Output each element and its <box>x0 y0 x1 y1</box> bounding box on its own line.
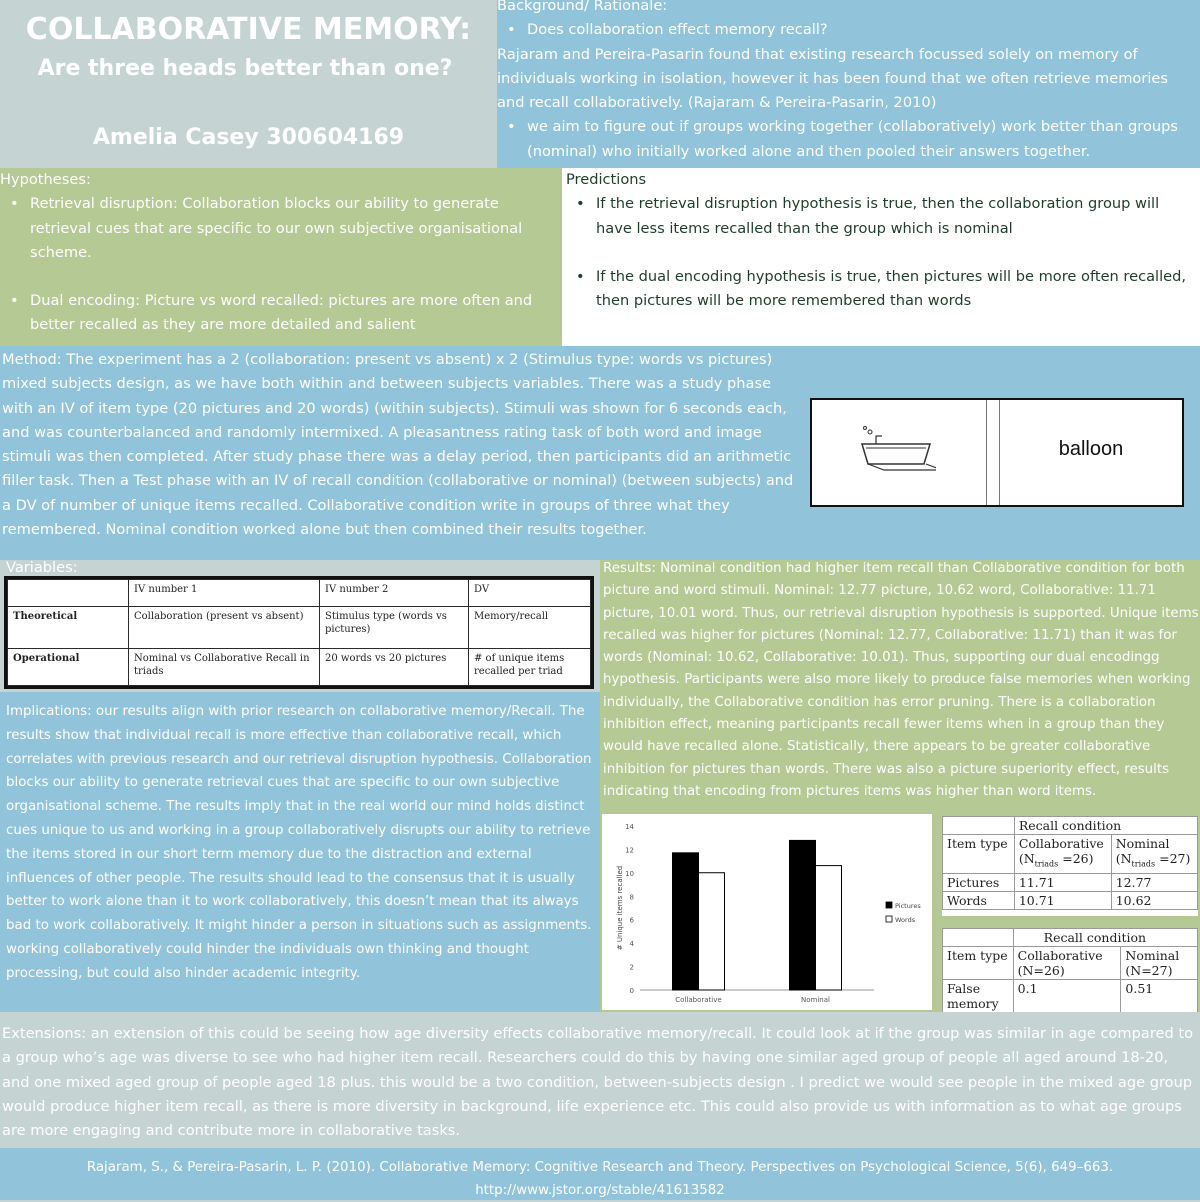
x-tick-label: Nominal <box>801 996 830 1004</box>
false-row-label: False memory <box>943 980 1014 1013</box>
false-table-frame <box>942 928 1198 1011</box>
variables-cell: Memory/recall <box>469 607 591 649</box>
stimulus-example <box>810 398 1184 507</box>
col-n-sub: triads <box>1131 859 1156 869</box>
background-bullet-2: • we aim to figure out if groups working together (collaboratively) work better than groups (nominal) who initially worked alone and then pooled their answers together. <box>497 115 1196 164</box>
extensions-panel <box>0 1012 1200 1148</box>
variables-heading: Variables: <box>6 559 78 576</box>
y-tick-label: 0 <box>629 987 634 995</box>
variables-row-label: Theoretical <box>8 607 129 649</box>
col-n-prefix: (N <box>1115 851 1132 866</box>
y-axis-label: # Unique items recalled <box>616 865 624 951</box>
false-table-blank <box>943 929 1014 947</box>
variables-cell: Nominal vs Collaborative Recall in triads <box>129 649 320 686</box>
y-tick-label: 12 <box>625 846 634 855</box>
y-tick-label: 14 <box>625 823 634 831</box>
poster-title: COLLABORATIVE MEMORY: <box>25 12 472 47</box>
prediction-item-1: • If the retrieval disruption hypothesis is true, then the collaboration group will have less items recalled than the group which is nominal <box>566 192 1190 241</box>
recall-table-blank <box>943 817 1015 835</box>
false-memory-table <box>942 928 1198 1013</box>
hypotheses-panel <box>0 168 562 346</box>
results-panel <box>600 560 1200 1012</box>
variables-header-cell: IV number 1 <box>129 580 320 607</box>
results-text: Results: Nominal condition had higher item recall than Collaborative condition for both picture and word stimuli. Nominal: 12.77 picture, 10.62 word, Collaborative: 11.71 picture, 10.01 word. Thus, our retrieval disruption hypothesis is supported. Unique items recalled was higher for pictures (Nominal: 12.77, Collaborative: 11.71) than it was for words (Nominal: 10.62, Collaborative: 10.01). Thus, supporting our dual encodingg hypothesis. Participants were also more likely to produce false memories when working individually, the Collaborative condition has error pruning. There is a collaboration inhibition effect, meaning participants recall fewer items when in a group than they would have recalled alone. Statistically, there appears to be greater collaborative inhibition for pictures than words. There was also a picture superiority effect, results indicating that encoding from pictures items was higher than word items. <box>603 561 1199 799</box>
reference-link: http://www.jstor.org/stable/41613582 <box>475 1183 725 1198</box>
col-label: Nominal <box>1115 836 1170 851</box>
background-heading: Background/ Rationale: <box>497 0 668 14</box>
legend-label: Words <box>895 916 916 924</box>
predictions-panel <box>562 168 1200 346</box>
recall-cell: 12.77 <box>1111 873 1197 891</box>
hypothesis-item-1: • Retrieval disruption: Collaboration blocks our ability to generate retrieval cues that are specific to our own subjective organisational scheme. <box>0 192 554 265</box>
y-tick-label: 8 <box>629 893 634 902</box>
reference-panel <box>0 1148 1200 1200</box>
variables-row-label: Operational <box>8 649 129 686</box>
recall-row-label: Pictures <box>943 873 1015 891</box>
recall-table <box>942 816 1198 910</box>
variables-table <box>7 579 591 686</box>
col-label: Collaborative <box>1018 836 1104 851</box>
prediction-item-2: • If the dual encoding hypothesis is true, then pictures will be more often recalled, then pictures will be more remembered than words <box>566 265 1190 314</box>
poster-author: Amelia Casey 300604169 <box>92 125 405 150</box>
legend-swatch <box>886 916 892 922</box>
variables-table-frame <box>4 576 594 689</box>
poster-subtitle: Are three heads better than one? <box>37 56 453 81</box>
false-table-col-nominal: Nominal (N=27) <box>1121 947 1198 980</box>
background-panel <box>497 0 1200 168</box>
recall-table-group-header: Recall condition <box>1014 817 1197 835</box>
legend-swatch <box>886 902 892 908</box>
false-cell: 0.1 <box>1013 980 1121 1013</box>
col-n-prefix: (N <box>1018 851 1035 866</box>
predictions-heading: Predictions <box>566 171 647 188</box>
variables-panel <box>0 560 600 692</box>
bar-chart-svg <box>602 814 932 1010</box>
stimulus-word: balloon <box>1058 438 1124 460</box>
false-table-item-type: Item type <box>943 947 1014 980</box>
variables-header-cell: IV number 2 <box>320 580 469 607</box>
background-paragraph: Rajaram and Pereira-Pasarin found that existing research focussed solely on memory of individuals working in isolation, however it has been found that we often retrieve memories and recall collaboratively. (Rajaram & Pereira-Pasarin, 2010) <box>497 45 1168 112</box>
bar-pictures <box>673 853 699 990</box>
recall-cell: 10.62 <box>1111 891 1197 909</box>
variables-cell: # of unique items recalled per triad <box>469 649 591 686</box>
bathtub-picture <box>856 422 936 482</box>
y-tick-label: 4 <box>629 940 634 949</box>
false-cell: 0.51 <box>1121 980 1198 1013</box>
recall-table-item-type: Item type <box>943 835 1015 874</box>
col-n-sub: triads <box>1034 859 1059 869</box>
recall-table-frame <box>942 816 1198 916</box>
background-bullet-1: • Does collaboration effect memory recall? <box>497 18 1196 42</box>
false-table-col-collaborative: Collaborative (N=26) <box>1013 947 1121 980</box>
hypothesis-item-2: • Dual encoding: Picture vs word recalled: pictures are more often and better recalled as they are more detailed and salient <box>0 289 554 338</box>
recall-table-col-collaborative <box>1014 835 1111 874</box>
col-n-suffix: =26) <box>1058 851 1094 866</box>
recall-row-label: Words <box>943 891 1015 909</box>
y-tick-label: 10 <box>625 869 634 878</box>
stimulus-divider <box>986 400 1000 505</box>
recall-cell: 10.71 <box>1014 891 1111 909</box>
recall-table-col-nominal <box>1111 835 1197 874</box>
results-chart <box>602 814 932 1010</box>
variables-cell: Collaboration (present vs absent) <box>129 607 320 649</box>
variables-header-cell <box>8 580 129 607</box>
bar-pictures <box>790 840 816 990</box>
variables-cell: 20 words vs 20 pictures <box>320 649 469 686</box>
y-tick-label: 2 <box>629 963 634 972</box>
recall-cell: 11.71 <box>1014 873 1111 891</box>
variables-header-cell: DV <box>469 580 591 607</box>
col-n-suffix: =27) <box>1155 851 1191 866</box>
legend-label: Pictures <box>895 902 921 910</box>
reference-line-1: Rajaram, S., & Pereira-Pasarin, L. P. (2010). Collaborative Memory: Cognitive Research and Theory. Perspectives on Psychological Science, 5(6), 649–663. <box>86 1160 1114 1175</box>
variables-cell: Stimulus type (words vs pictures) <box>320 607 469 649</box>
method-panel <box>0 346 1200 560</box>
y-tick-label: 6 <box>629 916 634 925</box>
extensions-text: Extensions: an extension of this could be seeing how age diversity effects collaborative memory/recall. It could look at if the group was similar in age compared to a group who’s age was diverse to see who had higher item recall. Researchers could do this by having one similar aged group of people all aged around 18-20, and one mixed aged group of people aged 18 plus. this would be a two condition, between-subjects design . I predict we would see people in the mixed age group would produce higher item recall, as there is more diversity in background, life experience etc. This could also provide us with information as to what age groups are more engaging and contribute more in collaborative tasks. <box>2 1025 1194 1140</box>
bar-words <box>816 866 842 990</box>
implications-panel <box>0 692 600 1012</box>
false-table-group-header: Recall condition <box>1013 929 1197 947</box>
bar-words <box>699 873 725 990</box>
implications-text: Implications: our results align with prior research on collaborative memory/Recall. The results show that individual recall is more effective than collaborative recall, which correlates with previous research and our retrieval disruption hypothesis. Collaboration blocks our ability to generate retrieval cues that are specific to our own subjective organisational scheme. The results imply that in the real world our mind holds distinct cues unique to us and working in a group collaboratively disrupts our ability to retrieve the items stored in our short term memory due to the distraction and external influences of other people. The results should lead to the consensus that it is usually better to work alone than it to work collaboratively, this doesn’t mean that its always bad to work collaboratively. It might hinder a person in situations such as assignments. working collaboratively could hinder the individuals own thinking and thought processing, but could also hinder academic integrity. <box>6 704 592 981</box>
x-tick-label: Collaborative <box>675 996 722 1004</box>
method-text: Method: The experiment has a 2 (collaboration: present vs absent) x 2 (Stimulus type: words vs pictures) mixed subjects design, as we have both within and between subjects variables. There was a study phase with an IV of item type (20 pictures and 20 words) (within subjects). Stimuli was shown for 6 seconds each, and was counterbalanced and randomly intermixed. A pleasantness rating task of both word and image stimuli was then completed. After study phase there was a delay period, then participants did an arithmetic filler task. Then a Test phase with an IV of recall condition (collaborative or nominal) (between subjects) and a DV of number of unique items recalled. Collaborative condition write in groups of three what they remembered. Nominal condition worked alone but then combined their results together. <box>2 351 794 539</box>
hypotheses-heading: Hypotheses: <box>0 171 91 188</box>
title-panel <box>0 0 497 168</box>
